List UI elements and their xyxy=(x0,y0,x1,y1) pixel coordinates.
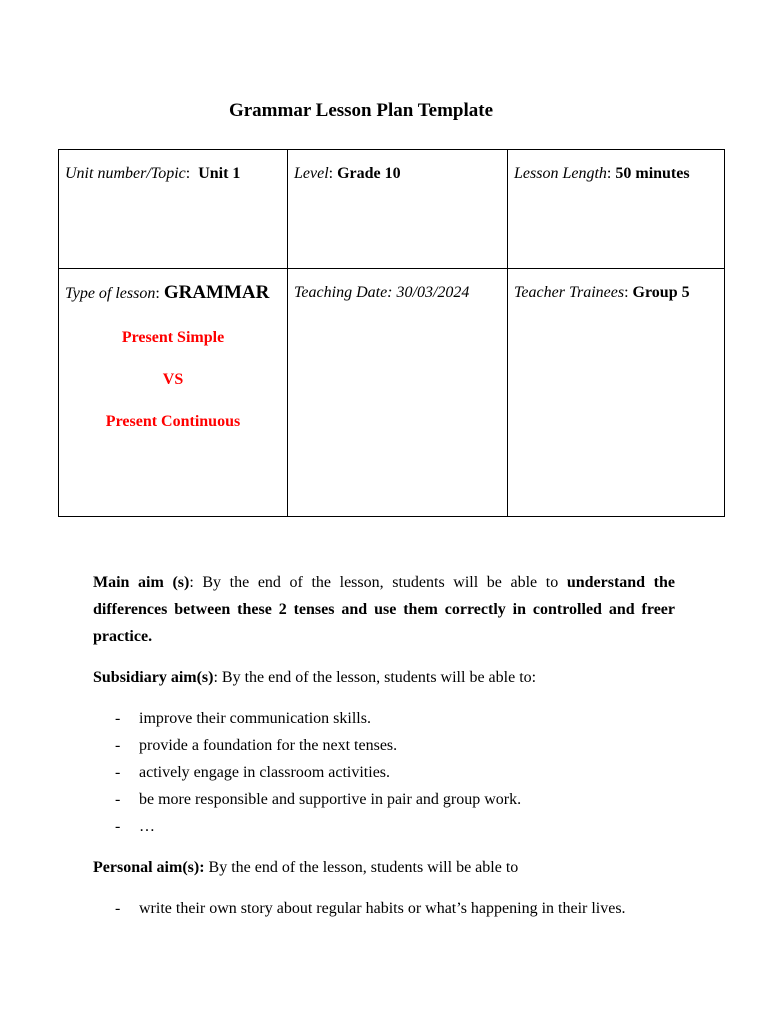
unit-value: Unit 1 xyxy=(198,165,241,182)
lesson-length-value: 50 minutes xyxy=(615,165,690,182)
personal-aim xyxy=(93,854,675,881)
unit-label: Unit number/Topic xyxy=(65,165,186,182)
main-aim xyxy=(93,569,675,650)
main-aim-bold: understand the differences between these 2 tenses and use them correctly in controlled and freer practice. xyxy=(93,574,675,645)
list-item-text: actively engage in classroom activities. xyxy=(139,764,391,781)
list-item: - actively engage in classroom activities. xyxy=(115,764,391,781)
personal-aim-text: By the end of the lesson, students will be able to xyxy=(204,859,519,876)
subsidiary-aim-label: Subsidiary aim(s) xyxy=(93,669,214,686)
subsidiary-aim-text: : By the end of the lesson, students will be able to: xyxy=(213,669,537,686)
list-item-text: be more responsible and supportive in pair and group work. xyxy=(139,791,522,808)
lesson-type-value: GRAMMAR xyxy=(163,282,270,303)
topic-line-3: Present Continuous xyxy=(105,413,241,430)
table-row xyxy=(59,150,725,269)
main-aim-label: Main aim (s) xyxy=(93,574,190,591)
lesson-type-label: Type of lesson xyxy=(65,285,156,302)
level-value: Grade 10 xyxy=(337,165,401,182)
lesson-type-cell: Type of lesson: GRAMMAR Present Simple VS Present Continuous xyxy=(59,269,288,517)
list-item: - provide a foundation for the next tenses. xyxy=(115,737,398,754)
list-item-text: write their own story about regular habits or what’s happening in their lives. xyxy=(139,900,626,917)
topic-line-2: VS xyxy=(162,371,184,388)
subsidiary-aim xyxy=(93,664,675,691)
personal-aim-list xyxy=(93,895,675,922)
level-cell: Level: Grade 10 xyxy=(288,150,508,269)
list-item-text: … xyxy=(139,818,155,835)
teacher-trainees-value: Group 5 xyxy=(632,284,690,301)
list-item: - be more responsible and supportive in pair and group work. xyxy=(115,791,522,808)
unit-cell: Unit number/Topic: Unit 1 xyxy=(59,150,288,269)
personal-aim-label: Personal aim(s): xyxy=(93,859,205,876)
aims-section xyxy=(93,569,675,936)
teacher-trainees-label: Teacher Trainees xyxy=(514,284,625,301)
list-item-text: improve their communication skills. xyxy=(139,710,371,727)
lesson-topic xyxy=(65,328,281,432)
list-item-text: provide a foundation for the next tenses. xyxy=(139,737,398,754)
teacher-trainees-cell: Teacher Trainees: Group 5 xyxy=(508,269,725,517)
level-label: Level xyxy=(294,165,329,182)
table-row xyxy=(59,269,725,517)
list-item: - improve their communication skills. xyxy=(115,710,371,727)
main-aim-text: : By the end of the lesson, students will be able to xyxy=(189,574,567,591)
teaching-date: Teaching Date: 30/03/2024 xyxy=(294,284,470,301)
topic-line-1: Present Simple xyxy=(121,329,225,346)
lesson-length-label: Lesson Length xyxy=(514,165,607,182)
list-item: - write their own story about regular habits or what’s happening in their lives. xyxy=(115,900,626,917)
lesson-length-cell: Lesson Length: 50 minutes xyxy=(508,150,725,269)
list-item: - … xyxy=(115,818,155,835)
teaching-date-cell xyxy=(288,269,508,517)
lesson-info-table xyxy=(58,149,725,517)
document-title: Grammar Lesson Plan Template xyxy=(228,100,494,121)
subsidiary-aim-list xyxy=(93,705,675,840)
